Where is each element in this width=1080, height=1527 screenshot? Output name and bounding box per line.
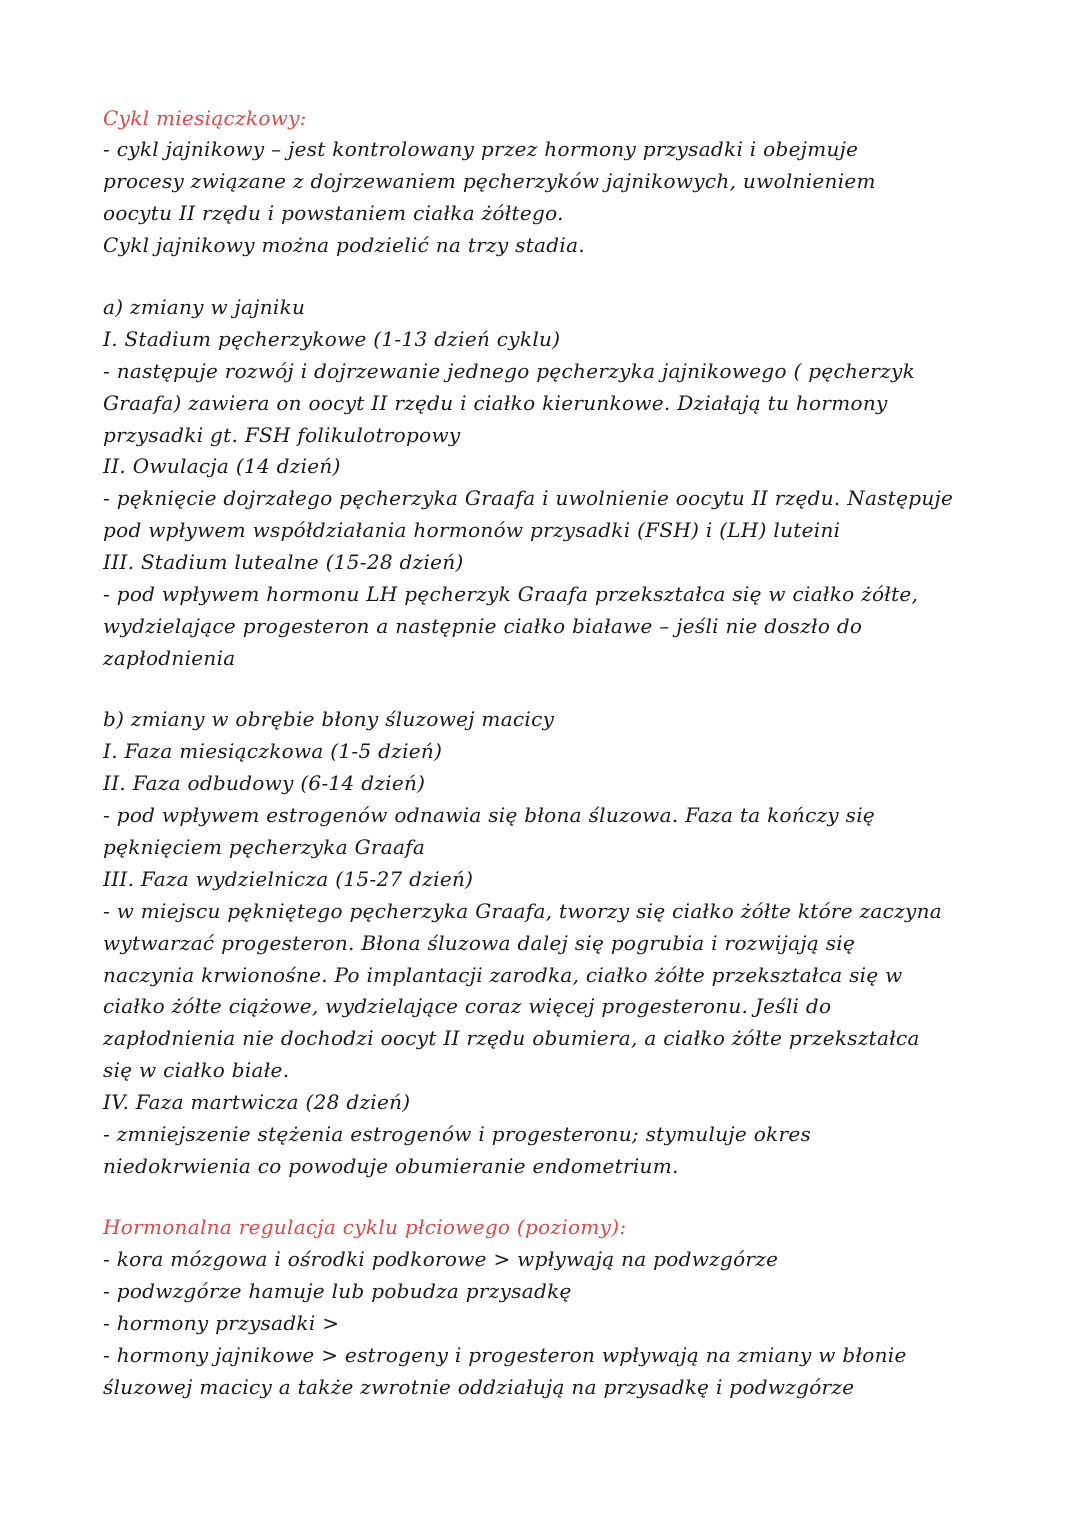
text-line: Cykl jajnikowy można podzielić na trzy stadia. xyxy=(103,233,585,257)
text-line: oocytu II rzędu i powstaniem ciałka żółtego. xyxy=(103,201,564,225)
text-line: - hormony przysadki > xyxy=(103,1311,340,1335)
regulation-title: Hormonalna regulacja cyklu płciowego (poziomy): xyxy=(103,1215,627,1239)
text-line: - kora mózgowa i ośrodki podkorowe > wpływają na podwzgórze xyxy=(103,1247,779,1271)
text-line: - pod wpływem estrogenów odnawia się błona śluzowa. Faza ta kończy się xyxy=(103,803,876,827)
text-line: pod wpływem współdziałania hormonów przysadki (FSH) i (LH) luteini xyxy=(103,518,841,542)
page-title: Cykl miesiączkowy: xyxy=(103,106,307,130)
text-line: wydzielające progesteron a następnie ciałko białawe – jeśli nie doszło do xyxy=(103,614,863,638)
text-line: - pod wpływem hormonu LH pęcherzyk Graafa przekształca się w ciałko żółte, xyxy=(103,582,919,606)
text-line: Graafa) zawiera on oocyt II rzędu i ciałko kierunkowe. Działają tu hormony xyxy=(103,391,888,415)
stage-heading: II. Faza odbudowy (6-14 dzień) xyxy=(103,771,426,795)
text-line: - w miejscu pękniętego pęcherzyka Graafa, tworzy się ciałko żółte które zaczyna xyxy=(103,899,942,923)
text-line: procesy związane z dojrzewaniem pęcherzyków jajnikowych, uwolnieniem xyxy=(103,169,876,193)
text-line: - pęknięcie dojrzałego pęcherzyka Graafa i uwolnienie oocytu II rzędu. Następuje xyxy=(103,486,954,510)
text-line: - podwzgórze hamuje lub pobudza przysadkę xyxy=(103,1279,572,1303)
text-line: naczynia krwionośne. Po implantacji zarodka, ciałko żółte przekształca się w xyxy=(103,963,903,987)
text-line: zapłodnienia nie dochodzi oocyt II rzędu obumiera, a ciałko żółte przekształca xyxy=(103,1026,920,1050)
text-line: niedokrwienia co powoduje obumieranie endometrium. xyxy=(103,1154,679,1178)
text-line: wytwarzać progesteron. Błona śluzowa dalej się pogrubia i rozwijają się xyxy=(103,931,856,955)
text-line: zapłodnienia xyxy=(103,646,236,670)
text-line: - cykl jajnikowy – jest kontrolowany przez hormony przysadki i obejmuje xyxy=(103,137,859,161)
text-line: ciałko żółte ciążowe, wydzielające coraz więcej progesteronu. Jeśli do xyxy=(103,994,832,1018)
stage-heading: II. Owulacja (14 dzień) xyxy=(103,454,341,478)
section-heading: a) zmiany w jajniku xyxy=(103,295,306,319)
stage-heading: IV. Faza martwicza (28 dzień) xyxy=(103,1090,411,1114)
text-line: - zmniejszenie stężenia estrogenów i progesteronu; stymuluje okres xyxy=(103,1122,812,1146)
stage-heading: III. Faza wydzielnicza (15-27 dzień) xyxy=(103,867,474,891)
text-line: przysadki gt. FSH folikulotropowy xyxy=(103,423,461,447)
stage-heading: III. Stadium lutealne (15-28 dzień) xyxy=(103,550,464,574)
section-heading: b) zmiany w obrębie błony śluzowej macicy xyxy=(103,707,555,731)
text-line: - następuje rozwój i dojrzewanie jednego pęcherzyka jajnikowego ( pęcherzyk xyxy=(103,359,916,383)
text-line: śluzowej macicy a także zwrotnie oddziałują na przysadkę i podwzgórze xyxy=(103,1375,855,1399)
stage-heading: I. Stadium pęcherzykowe (1-13 dzień cyklu) xyxy=(103,327,561,351)
text-line: pęknięciem pęcherzyka Graafa xyxy=(103,835,426,859)
text-line: się w ciałko białe. xyxy=(103,1058,290,1082)
text-line: - hormony jajnikowe > estrogeny i progesteron wpływają na zmiany w błonie xyxy=(103,1343,907,1367)
stage-heading: I. Faza miesiączkowa (1-5 dzień) xyxy=(103,739,443,763)
